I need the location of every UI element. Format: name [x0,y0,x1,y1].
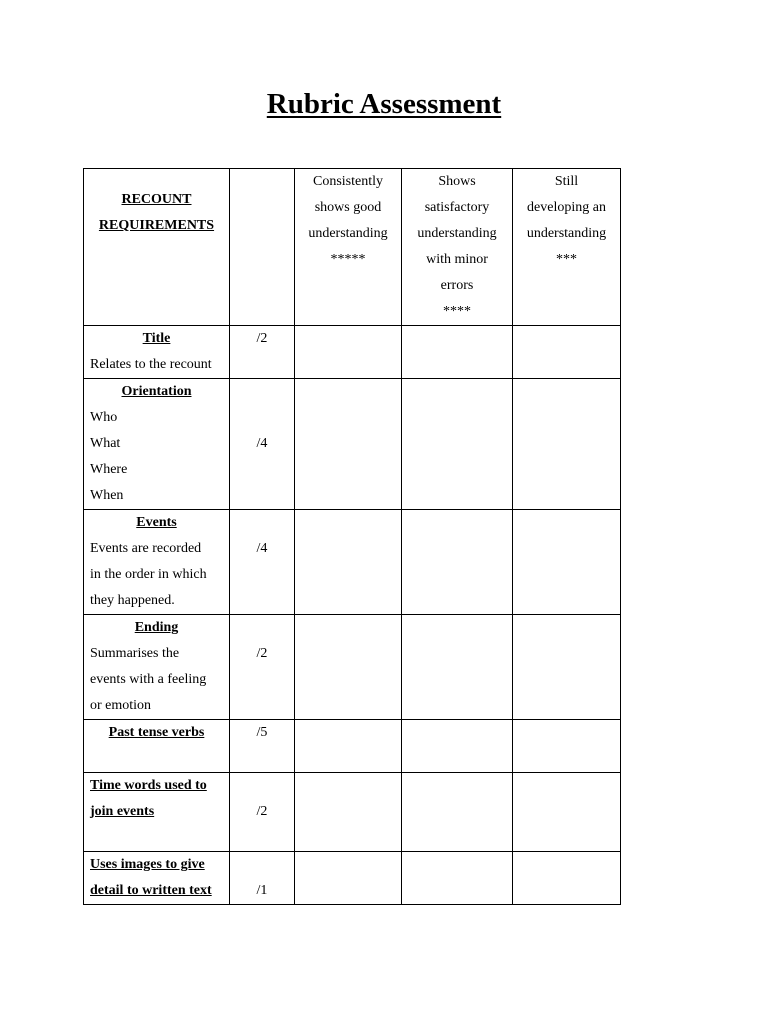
row-title-cell: Title Relates to the recount [84,326,230,379]
score-cell: /5 [230,720,295,773]
rating-cell [295,379,402,510]
rating-cell [402,615,513,720]
table-row [84,720,621,773]
row-images-cell: Uses images to give detail to written text [84,852,230,905]
score-cell: /2 [230,326,295,379]
row-events-cell: Events Events are recorded in the order in which they happened. [84,510,230,615]
score-cell: /4 [230,510,295,615]
rating-cell [513,852,621,905]
row-ending-cell: Ending Summarises the events with a feeling or emotion [84,615,230,720]
header-requirements: RECOUNT REQUIREMENTS [84,169,230,326]
rating-cell [402,379,513,510]
score-cell: /1 [230,852,295,905]
page-title: Rubric Assessment [266,88,502,120]
table-row [84,510,621,615]
rating-cell [513,615,621,720]
rating-cell [513,326,621,379]
score-cell: /2 [230,615,295,720]
rating-cell [295,510,402,615]
rating-cell [295,852,402,905]
rating-cell [295,326,402,379]
row-past-tense-cell: Past tense verbs [84,720,230,773]
rating-cell [295,773,402,852]
rating-cell [295,615,402,720]
table-row [84,773,621,852]
rating-cell [513,773,621,852]
rating-cell [402,773,513,852]
table-row [84,852,621,905]
header-developing: Still developing an understanding *** [513,169,621,326]
rating-cell [402,852,513,905]
table-row [84,326,621,379]
rating-cell [513,379,621,510]
table-row [84,379,621,510]
rating-cell [402,510,513,615]
table-row [84,615,621,720]
rating-cell [295,720,402,773]
row-time-words-cell: Time words used to join events [84,773,230,852]
row-orientation-cell: Orientation Who What Where When [84,379,230,510]
rating-cell [402,720,513,773]
header-consistently: Consistently shows good understanding ***** [295,169,402,326]
rating-cell [513,510,621,615]
score-cell: /4 [230,379,295,510]
score-cell: /2 [230,773,295,852]
header-score [230,169,295,326]
rating-cell [513,720,621,773]
rating-cell [402,326,513,379]
rubric-table [83,168,621,905]
header-satisfactory: Shows satisfactory understanding with minor errors **** [402,169,513,326]
table-header-row [84,169,621,326]
